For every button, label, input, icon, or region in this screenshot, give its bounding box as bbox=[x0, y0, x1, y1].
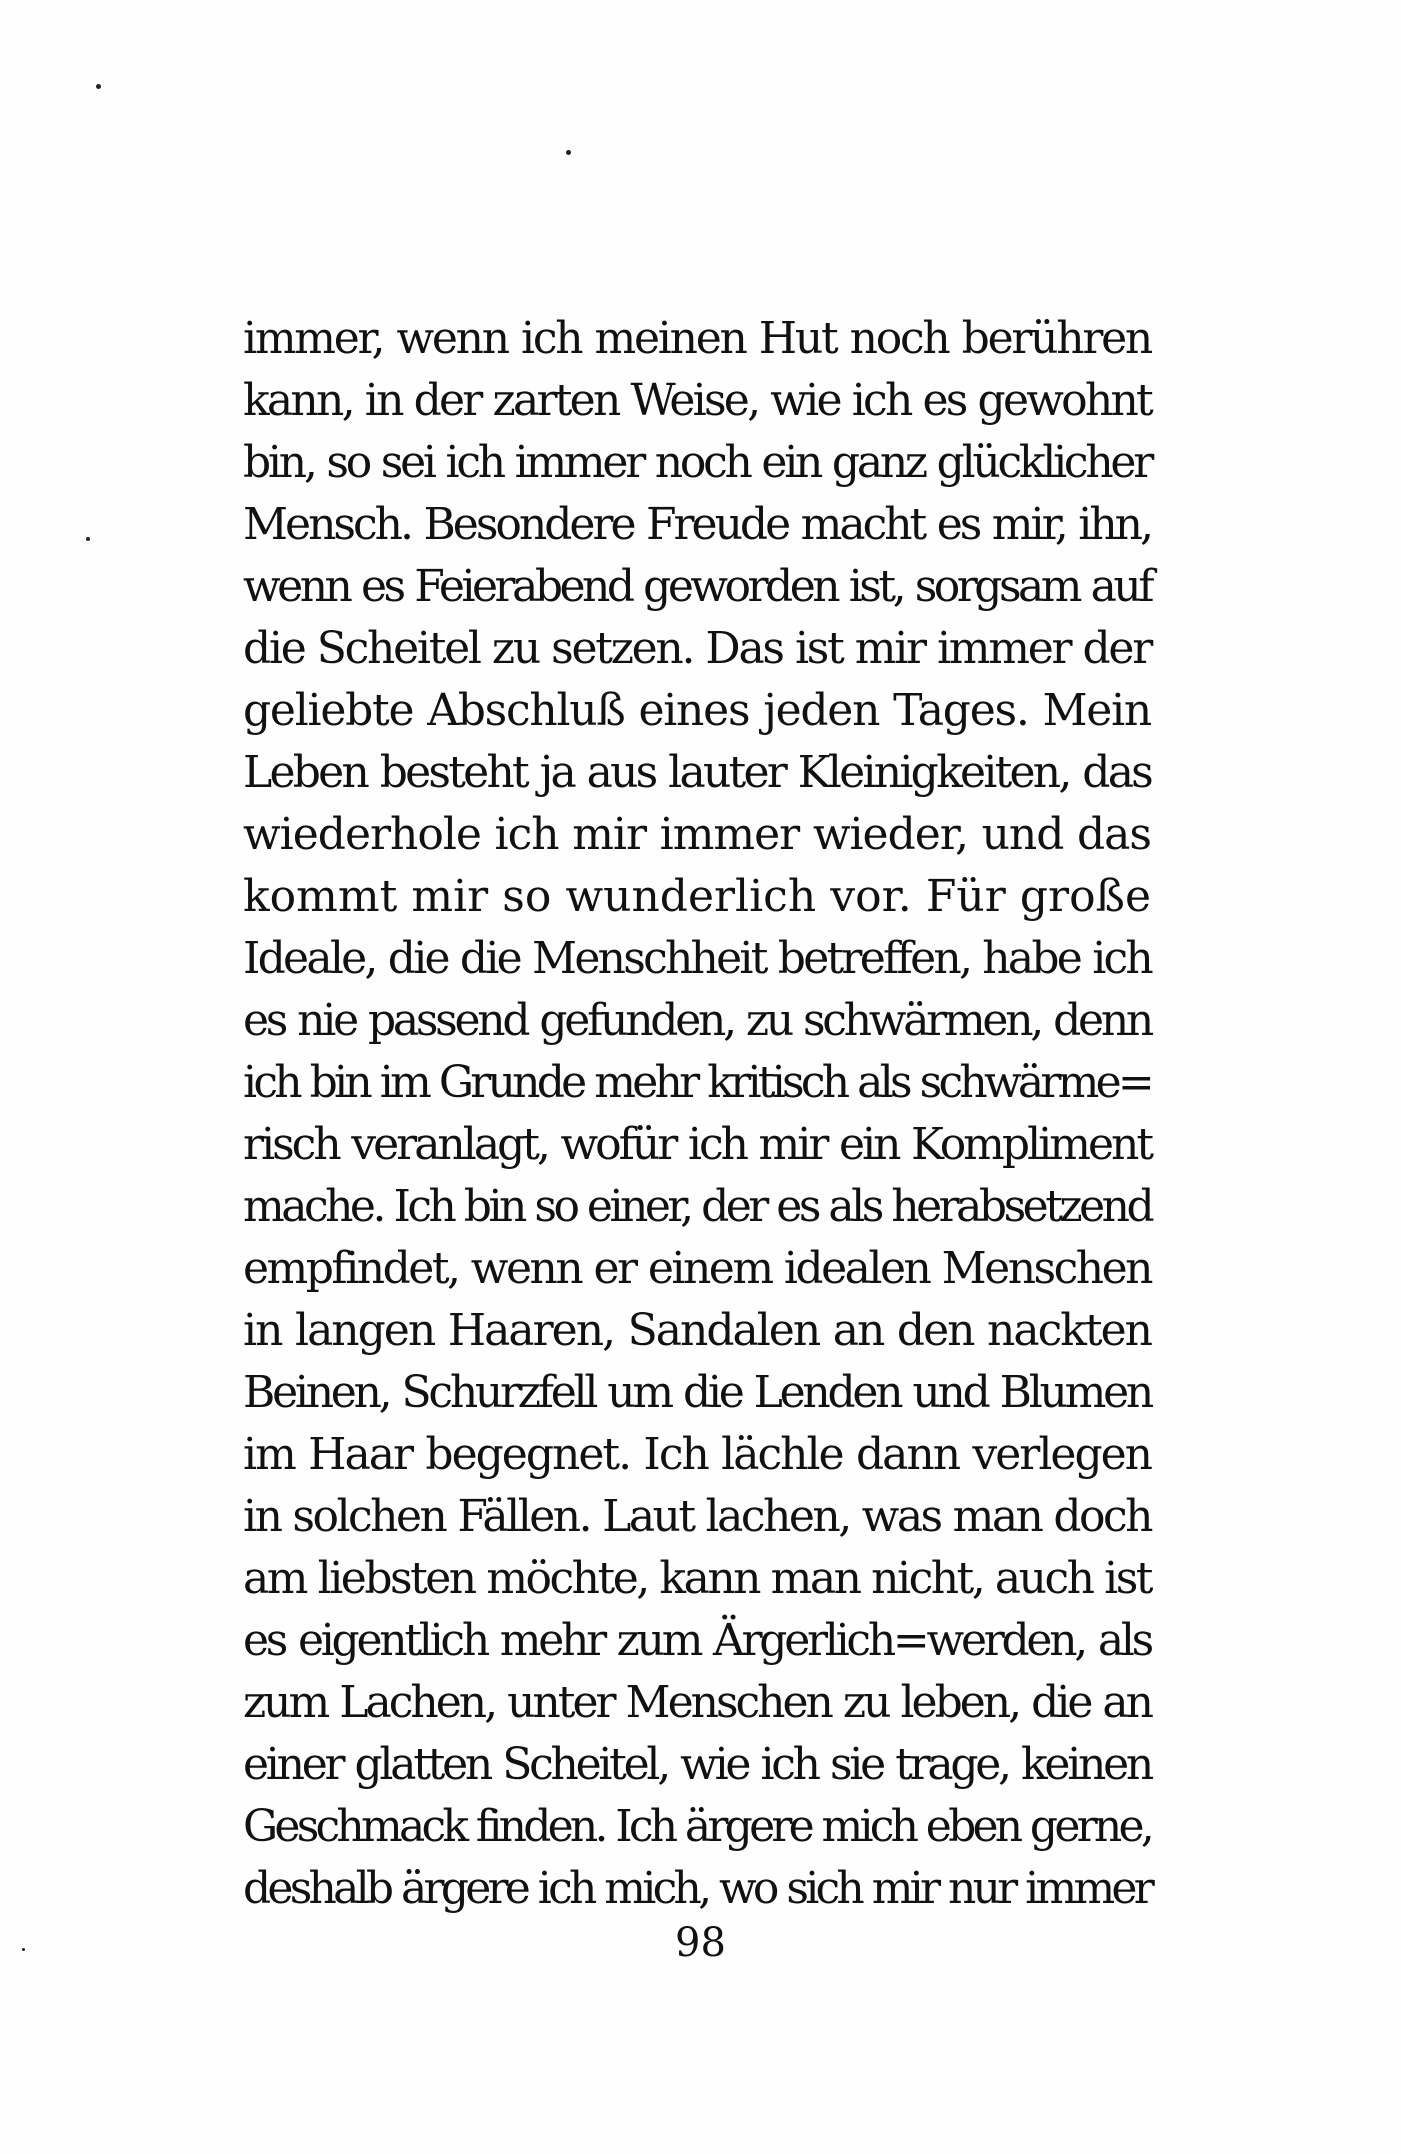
text-line: Leben besteht ja aus lauter Kleinigkeiten, das bbox=[243, 747, 1151, 798]
text-line: einer glatten Scheitel, wie ich sie trage, keinen bbox=[243, 1739, 1151, 1790]
text-line: Beinen, Schurzfell um die Lenden und Blumen bbox=[243, 1367, 1151, 1418]
text-line: immer, wenn ich meinen Hut noch berühren bbox=[243, 313, 1151, 364]
page-number: 98 bbox=[675, 1920, 726, 1966]
text-line: im Haar begegnet. Ich lächle dann verlegen bbox=[243, 1429, 1151, 1480]
text-line: Geschmack finden. Ich ärgere mich eben gerne, bbox=[243, 1801, 1151, 1852]
text-line: wenn es Feierabend geworden ist, sorgsam auf bbox=[243, 561, 1151, 612]
scan-speck bbox=[566, 150, 571, 155]
text-line: Mensch. Besondere Freude macht es mir, ihn, bbox=[243, 499, 1151, 550]
body-text bbox=[243, 308, 1151, 1920]
text-line: in solchen Fällen. Laut lachen, was man doch bbox=[243, 1491, 1151, 1542]
text-line: mache. Ich bin so einer, der es als herabsetzend bbox=[243, 1181, 1152, 1232]
text-line: bin, so sei ich immer noch ein ganz glücklicher bbox=[243, 437, 1151, 488]
text-line: es eigentlich mehr zum Ärgerlich=werden, als bbox=[243, 1615, 1151, 1666]
text-line: zum Lachen, unter Menschen zu leben, die an bbox=[243, 1677, 1151, 1728]
text-line: es nie passend gefunden, zu schwärmen, denn bbox=[243, 995, 1151, 1046]
text-line: Ideale, die die Menschheit betreffen, habe ich bbox=[243, 933, 1151, 984]
text-line: kann, in der zarten Weise, wie ich es gewohnt bbox=[243, 375, 1151, 426]
text-line: die Scheitel zu setzen. Das ist mir immer der bbox=[243, 623, 1151, 674]
scan-speck bbox=[86, 537, 90, 541]
text-line: am liebsten möchte, kann man nicht, auch ist bbox=[243, 1553, 1151, 1604]
text-line: kommt mir so wunderlich vor. Für große bbox=[243, 871, 1151, 922]
scan-speck bbox=[96, 84, 101, 89]
text-line: geliebte Abschluß eines jeden Tages. Mein bbox=[243, 685, 1151, 736]
text-line: deshalb ärgere ich mich, wo sich mir nur immer bbox=[243, 1863, 1151, 1914]
text-line: empfindet, wenn er einem idealen Menschen bbox=[243, 1243, 1151, 1294]
text-line: wiederhole ich mir immer wieder, und das bbox=[243, 809, 1151, 860]
text-line: in langen Haaren, Sandalen an den nackten bbox=[243, 1305, 1151, 1356]
text-line: risch veranlagt, wofür ich mir ein Kompliment bbox=[243, 1119, 1151, 1170]
text-line: ich bin im Grunde mehr kritisch als schwärme= bbox=[243, 1057, 1151, 1108]
